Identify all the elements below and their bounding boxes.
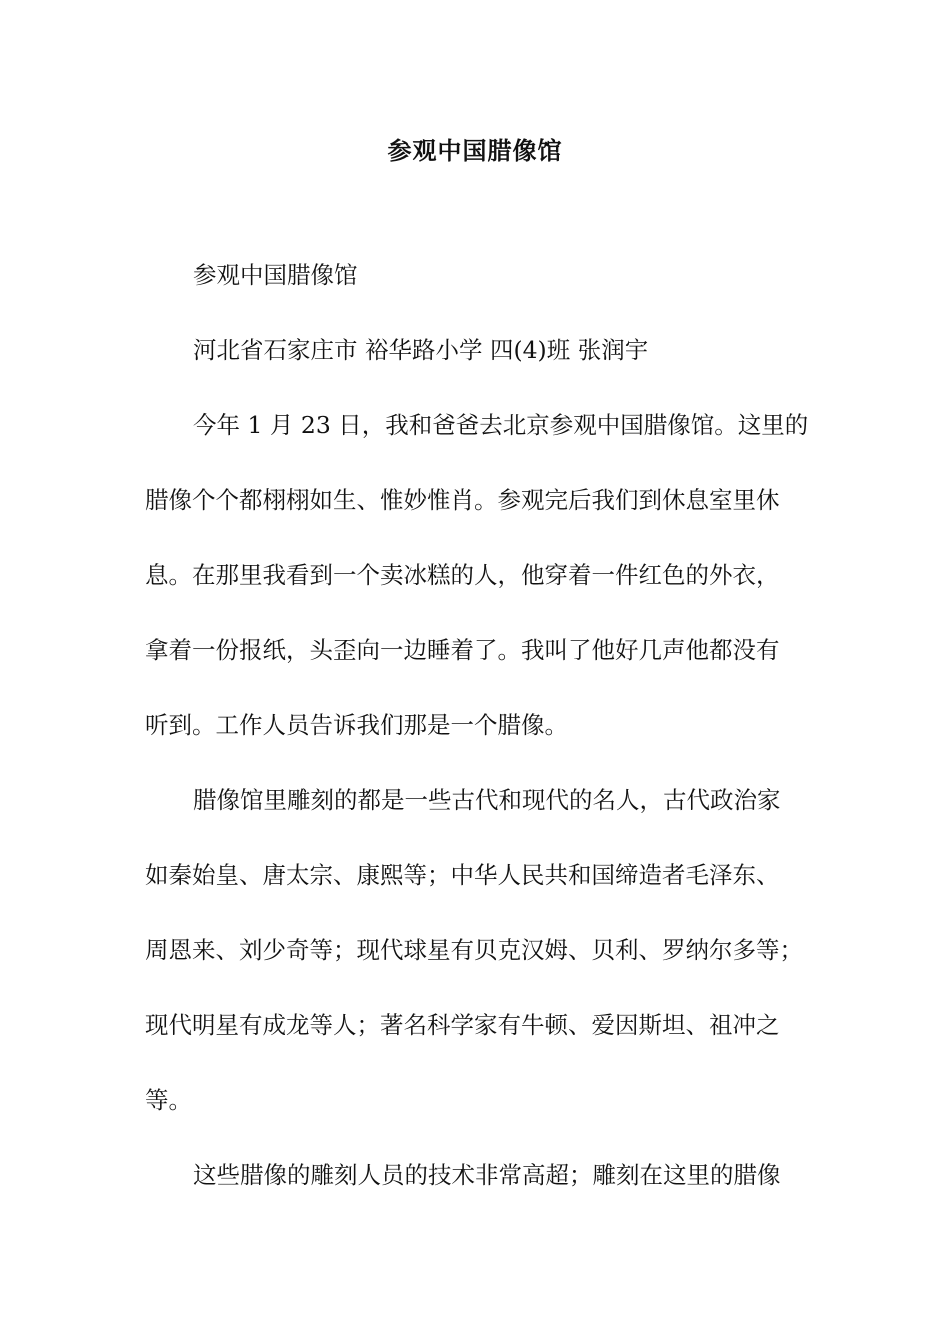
document-title: 参观中国腊像馆	[387, 136, 563, 165]
paragraph-2-line-1: 腊像馆里雕刻的都是一些古代和现代的名人，古代政治家	[193, 786, 781, 814]
paragraph-2-line-2: 如秦始皇、唐太宗、康熙等；中华人民共和国缔造者毛泽东、	[145, 861, 780, 889]
article-byline: 河北省石家庄市 裕华路小学 四(4)班 张润宇	[193, 336, 649, 364]
paragraph-3-line-1: 这些腊像的雕刻人员的技术非常高超；雕刻在这里的腊像	[193, 1161, 781, 1189]
paragraph-2-line-4: 现代明星有成龙等人；著名科学家有牛顿、爱因斯坦、祖冲之	[145, 1011, 780, 1039]
paragraph-1-line-3: 息。在那里我看到一个卖冰糕的人，他穿着一件红色的外衣，	[145, 561, 780, 589]
paragraph-2-line-3: 周恩来、刘少奇等；现代球星有贝克汉姆、贝利、罗纳尔多等；	[145, 936, 803, 964]
paragraph-1-line-4: 拿着一份报纸，头歪向一边睡着了。我叫了他好几声他都没有	[145, 636, 780, 664]
paragraph-2-line-5: 等。	[145, 1086, 192, 1114]
paragraph-1-line-5: 听到。工作人员告诉我们那是一个腊像。	[145, 711, 568, 739]
article-heading: 参观中国腊像馆	[193, 261, 358, 289]
paragraph-1-line-2: 腊像个个都栩栩如生、惟妙惟肖。参观完后我们到休息室里休	[145, 486, 780, 514]
paragraph-1-line-1: 今年 1 月 23 日，我和爸爸去北京参观中国腊像馆。这里的	[193, 411, 809, 439]
